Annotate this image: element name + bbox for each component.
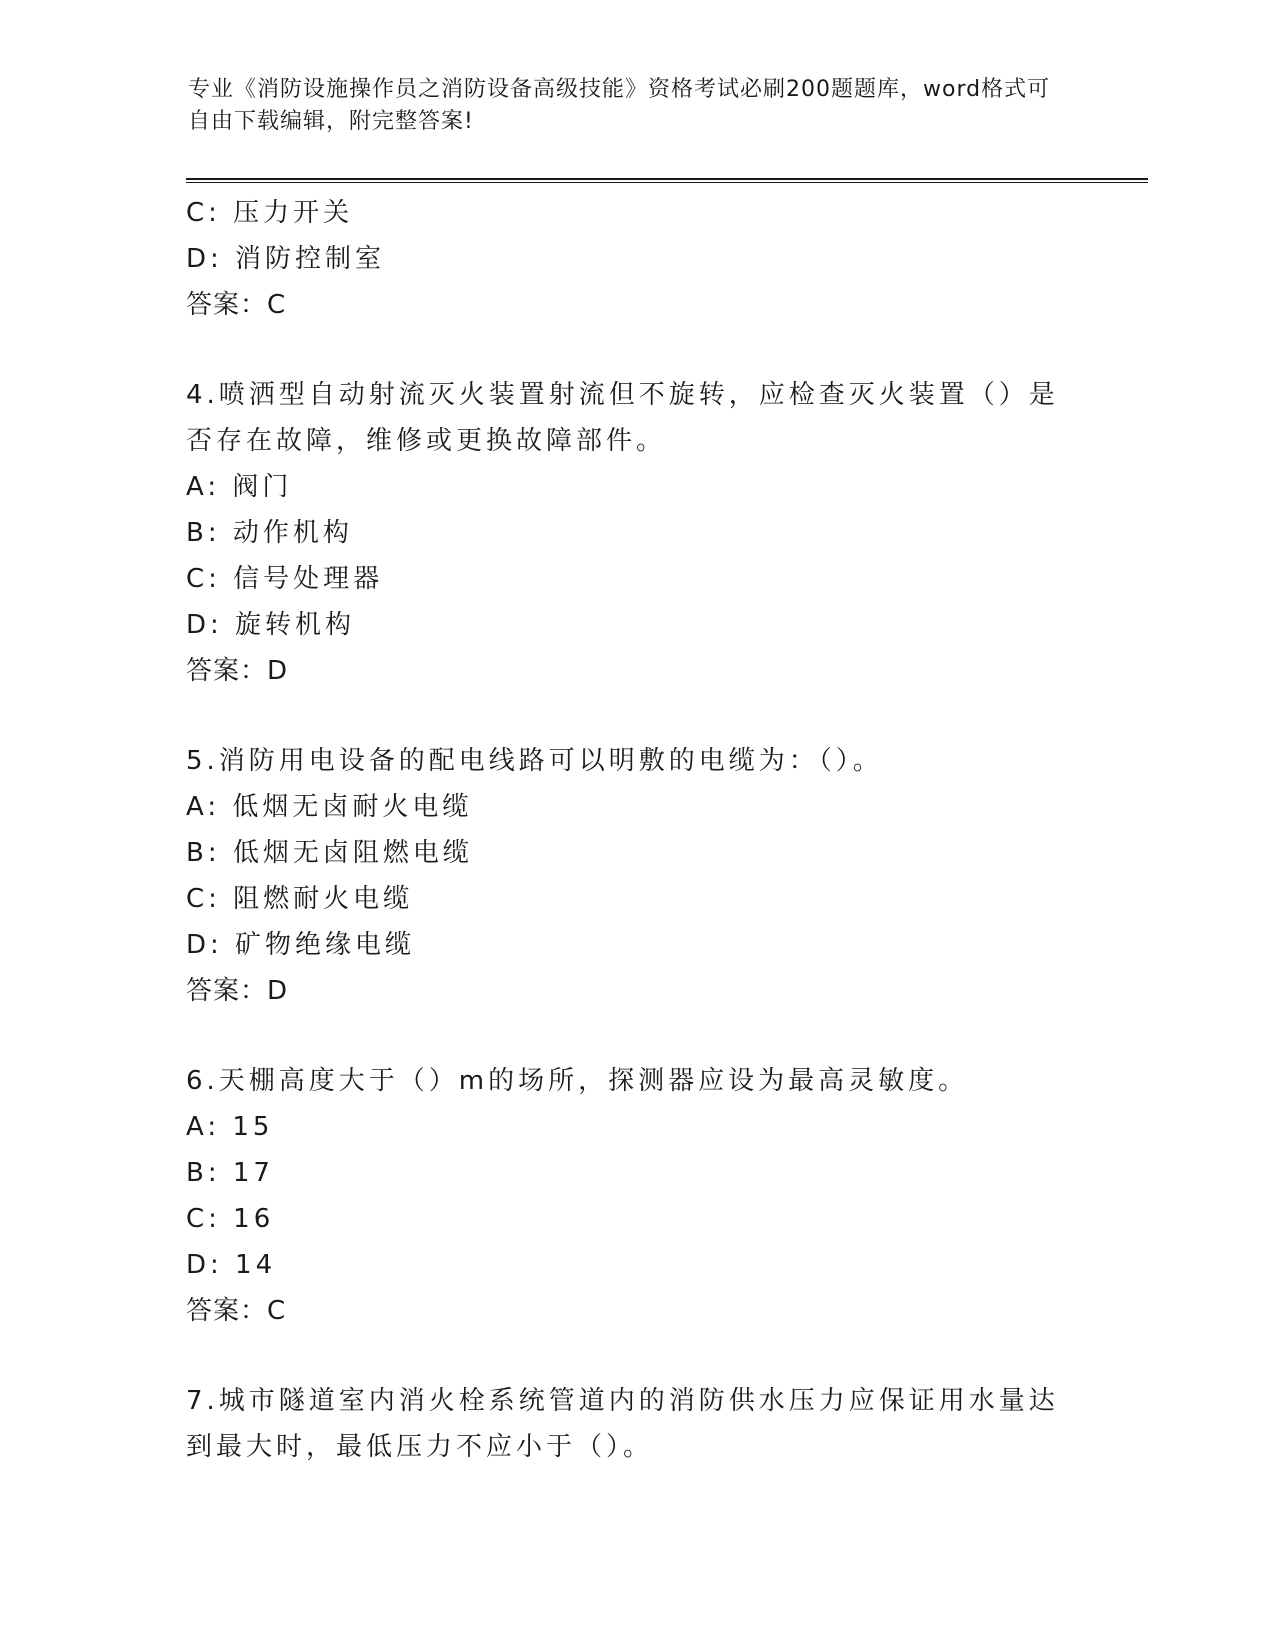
header-divider	[186, 178, 1148, 183]
option-a: A: 低烟无卤耐火电缆	[186, 792, 473, 822]
option-c: C: 16	[186, 1204, 275, 1234]
option-a: A: 15	[186, 1112, 274, 1142]
option-c: C: 信号处理器	[186, 564, 384, 594]
option-c: C: 压力开关	[186, 198, 354, 228]
option-d: D: 消防控制室	[186, 244, 386, 274]
question-list	[186, 190, 1066, 1470]
question-3-tail	[186, 190, 1066, 328]
spacer	[186, 1334, 1066, 1378]
question-7	[186, 1378, 1066, 1470]
option-c: C: 阻燃耐火电缆	[186, 884, 414, 914]
option-a: A: 阀门	[186, 472, 293, 502]
question-4	[186, 372, 1066, 694]
spacer	[186, 694, 1066, 738]
answer-line: 答案：D	[186, 656, 289, 686]
answer-line: 答案：D	[186, 976, 289, 1006]
spacer	[186, 1014, 1066, 1058]
option-b: B: 17	[186, 1158, 274, 1188]
question-6	[186, 1058, 1066, 1334]
answer-line: 答案：C	[186, 290, 287, 320]
option-b: B: 动作机构	[186, 518, 353, 548]
question-stem: 5.消防用电设备的配电线路可以明敷的电缆为：（）。	[186, 746, 883, 776]
answer-line: 答案：C	[186, 1296, 287, 1326]
document-header: 专业《消防设施操作员之消防设备高级技能》资格考试必刷200题题库，word格式可自由下载编辑，附完整答案!	[188, 77, 1051, 134]
spacer	[186, 328, 1066, 372]
option-d: D: 14	[186, 1250, 277, 1280]
question-stem: 4.喷洒型自动射流灭火装置射流但不旋转，应检查灭火装置（）是否存在故障，维修或更换故障部件。	[186, 380, 1059, 456]
question-stem: 6.天棚高度大于（）m的场所，探测器应设为最高灵敏度。	[186, 1066, 969, 1096]
option-d: D: 旋转机构	[186, 610, 356, 640]
option-d: D: 矿物绝缘电缆	[186, 930, 416, 960]
option-b: B: 低烟无卤阻燃电缆	[186, 838, 473, 868]
question-5	[186, 738, 1066, 1014]
question-stem: 7.城市隧道室内消火栓系统管道内的消防供水压力应保证用水量达到最大时，最低压力不应小于（）。	[186, 1386, 1059, 1462]
